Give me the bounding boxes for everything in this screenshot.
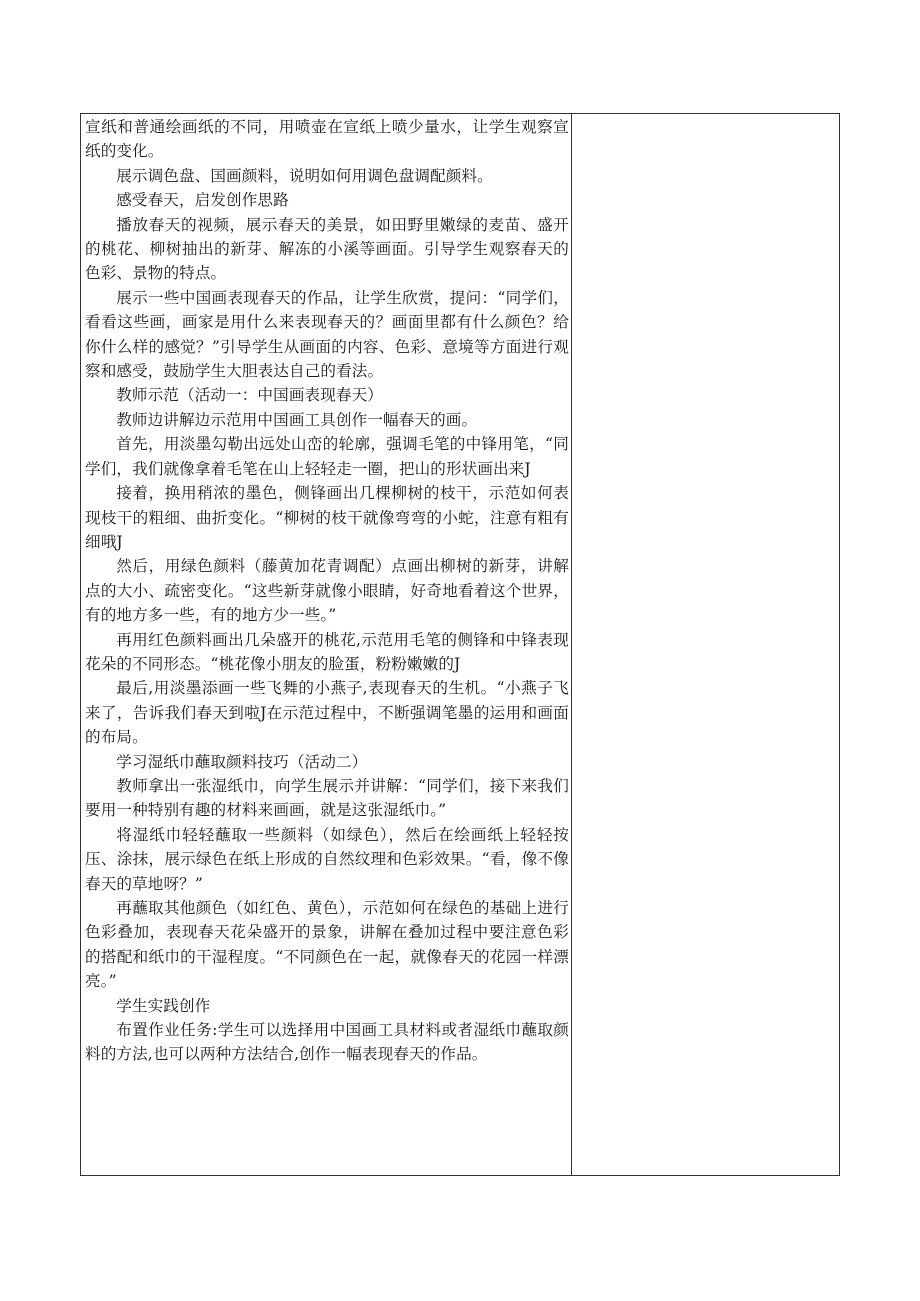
lesson-paragraph: 学生实践创作 [116,996,211,1015]
lesson-table [80,113,840,1176]
lesson-paragraph: 展示调色盘、国画颜料，说明如何用调色盘调配颜料。 [116,166,493,185]
lesson-paragraph: 再用红色颜料画出几朵盛开的桃花,示范用毛笔的侧锋和中锋表现花朵的不同形态。“桃花像小朋友的脸蛋，粉粉嫩嫩的J [85,630,569,673]
lesson-paragraph: 播放春天的视频，展示春天的美景，如田野里嫩绿的麦苗、盛开的桃花、柳树抽出的新芽、解冻的小溪等画面。引导学生观察春天的色彩、景物的特点。 [85,215,569,283]
lesson-paragraph: 再蘸取其他颜色（如红色、黄色），示范如何在绿色的基础上进行色彩叠加，表现春天花朵盛开的景象，讲解在叠加过程中要注意色彩的搭配和纸巾的干湿程度。“不同颜色在一起，就像春天的花园一样漂亮。” [85,899,569,991]
lesson-paragraph: 教师示范（活动一：中国画表现春天） [116,386,383,405]
notes-column [572,114,839,1175]
lesson-paragraph: 首先，用淡墨勾勒出远处山峦的轮廓，强调毛笔的中锋用笔，“同学们，我们就像拿着毛笔在山上轻轻走一圈，把山的形状画出来J [85,435,569,478]
lesson-paragraph: 教师拿出一张湿纸巾，向学生展示并讲解：“同学们，接下来我们要用一种特别有趣的材料来画画，就是这张湿纸巾。” [85,776,569,820]
lesson-paragraph: 宣纸和普通绘画纸的不同，用喷壶在宣纸上喷少量水，让学生观察宣纸的变化。 [85,118,569,161]
lesson-paragraph: 布置作业任务:学生可以选择用中国画工具材料或者湿纸巾蘸取颜料的方法,也可以两种方法结合,创作一幅表现春天的作品。 [85,1021,569,1064]
lesson-paragraph: 感受春天，启发创作思路 [116,191,289,210]
lesson-paragraph: 学习湿纸巾蘸取颜料技巧（活动二） [116,752,368,771]
lesson-paragraph: 教师边讲解边示范用中国画工具创作一幅春天的画。 [116,410,478,429]
lesson-paragraph: 接着，换用稍浓的墨色，侧锋画出几棵柳树的枝干，示范如何表现枝干的粗细、曲折变化。“柳树的枝干就像弯弯的小蛇，注意有粗有细哦J [85,484,569,551]
lesson-paragraph: 将湿纸巾轻轻蘸取一些颜料（如绿色），然后在绘画纸上轻轻按压、涂抹，展示绿色在纸上形成的自然纹理和色彩效果。“看，像不像春天的草地呀？” [85,825,569,893]
lesson-paragraph: 然后，用绿色颜料（藤黄加花青调配）点画出柳树的新芽，讲解点的大小、疏密变化。“这些新芽就像小眼睛，好奇地看着这个世界，有的地方多一些，有的地方少一些。” [85,557,569,625]
lesson-paragraph: 最后,用淡墨添画一些飞舞的小燕子,表现春天的生机。“小燕子飞来了，告诉我们春天到啦J在示范过程中，不断强调笔墨的运用和画面的布局。 [85,679,569,747]
lesson-paragraph: 展示一些中国画表现春天的作品，让学生欣赏，提问：“同学们，看看这些画，画家是用什么来表现春天的？画面里都有什么颜色？给你什么样的感觉？”引导学生从画面的内容、色彩、意境等方面进行观察和感受，鼓励学生大胆表达自己的看法。 [85,288,569,381]
teaching-process-column [81,114,572,1175]
